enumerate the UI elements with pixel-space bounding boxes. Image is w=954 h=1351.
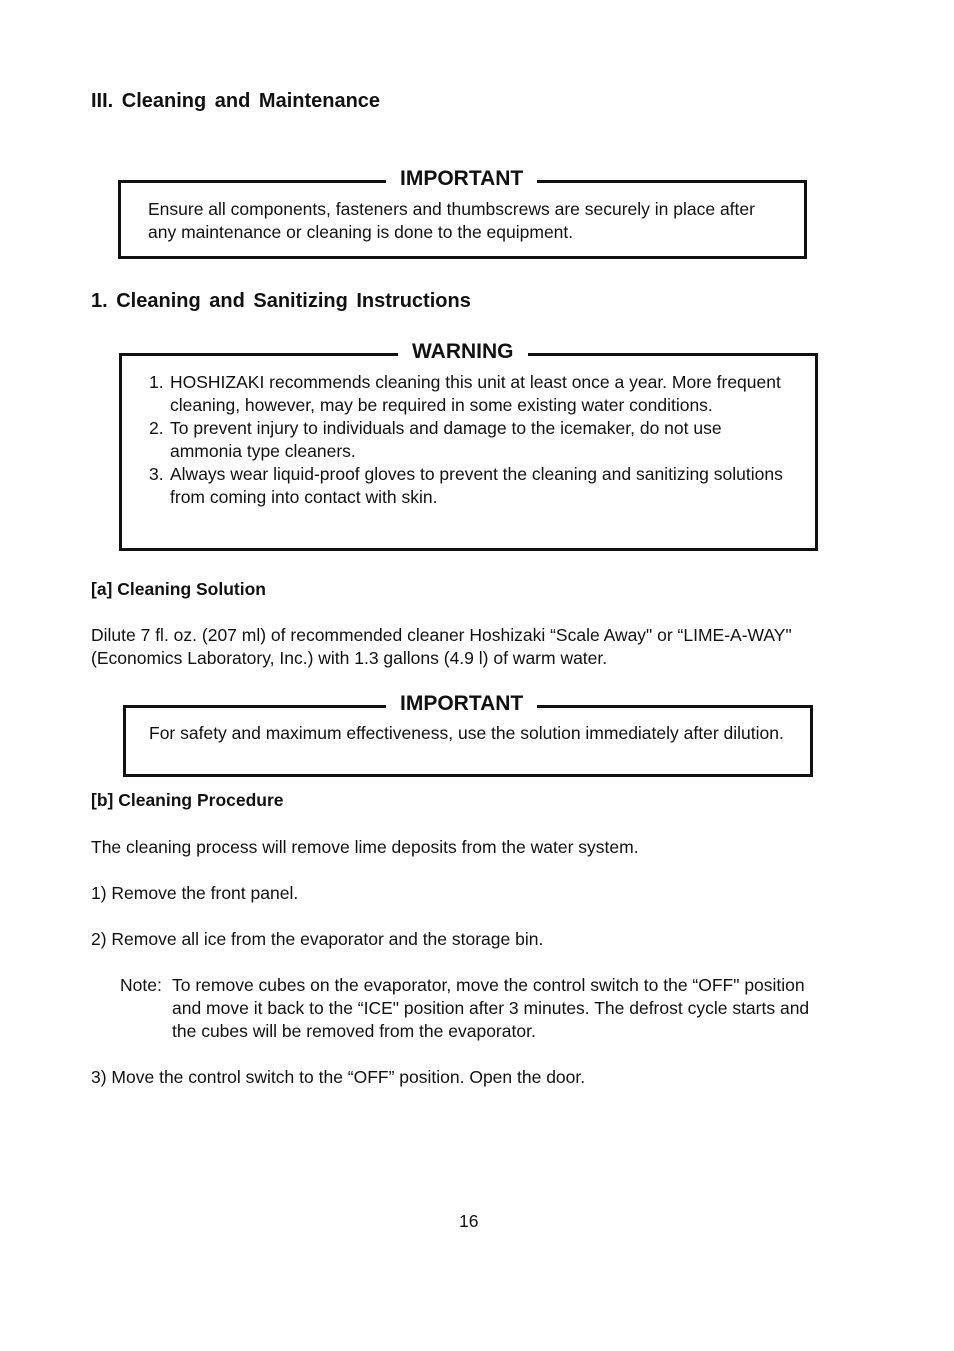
warning-list	[149, 371, 789, 509]
procedure-step-3: 3) Move the control switch to the “OFF” position. Open the door.	[91, 1067, 586, 1087]
important-text-2: For safety and maximum effectiveness, use the solution immediately after dilution.	[149, 723, 784, 743]
section-heading: III. Cleaning and Maintenance	[91, 90, 381, 112]
subsection-heading: 1. Cleaning and Sanitizing Instructions	[91, 290, 471, 312]
procedure-step-1: 1) Remove the front panel.	[91, 883, 299, 903]
cleaning-solution-heading: [a] Cleaning Solution	[91, 579, 266, 599]
important-text: Ensure all components, fasteners and thumbscrews are securely in place after any maintenance or cleaning is done to the equipment.	[148, 199, 755, 242]
warning-box	[119, 340, 818, 551]
procedure-note	[120, 974, 830, 1044]
important-notice-box-2	[123, 692, 813, 777]
procedure-intro: The cleaning process will remove lime deposits from the water system.	[91, 837, 639, 857]
note-text: To remove cubes on the evaporator, move the control switch to the “OFF" position and move it back to the “ICE" position after 3 minutes. The defrost cycle starts and the cubes will be removed from the evaporator.	[172, 975, 810, 1041]
cleaning-procedure-heading: [b] Cleaning Procedure	[91, 790, 284, 810]
procedure-step-2: 2) Remove all ice from the evaporator and the storage bin.	[91, 929, 544, 949]
warning-item: 3. Always wear liquid-proof gloves to prevent the cleaning and sanitizing solutions from coming into contact with skin.	[149, 464, 783, 507]
warning-item: 1. HOSHIZAKI recommends cleaning this unit at least once a year. More frequent cleaning, however, may be required in some existing water conditions.	[149, 372, 781, 415]
page-number: 16	[459, 1211, 479, 1231]
warning-title: WARNING	[398, 340, 528, 364]
cleaning-solution-text: Dilute 7 fl. oz. (207 ml) of recommended cleaner Hoshizaki “Scale Away" or “LIME-A-WAY" (Economics Laboratory, Inc.) with 1.3 gallons (4.9 l) of warm water.	[91, 625, 792, 668]
important-title: IMPORTANT	[386, 167, 537, 191]
important-notice-box	[118, 167, 807, 259]
important-title-2: IMPORTANT	[386, 692, 537, 716]
note-label: Note:	[120, 975, 162, 995]
warning-item: 2. To prevent injury to individuals and damage to the icemaker, do not use ammonia type cleaners.	[149, 418, 722, 461]
